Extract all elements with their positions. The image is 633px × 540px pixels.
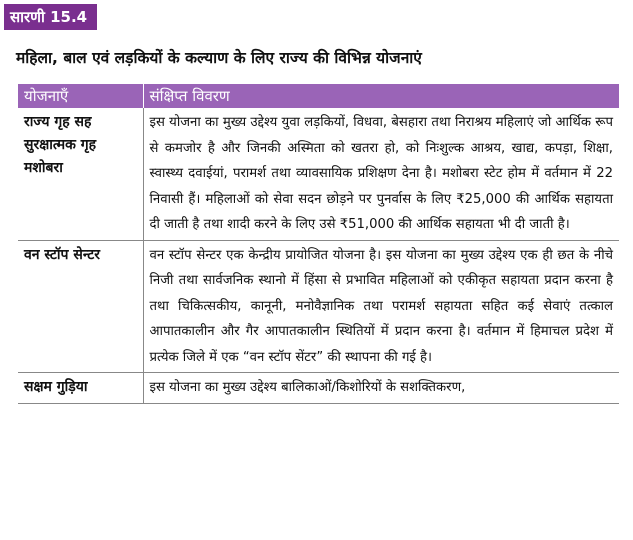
table-label-badge: सारणी 15.4 [4, 4, 97, 30]
scheme-description: वन स्टॉप सेन्टर एक केन्द्रीय प्रायोजित योजना है। इस योजना का मुख्य उद्देश्य एक ही छत के नीचे निजी तथा सार्वजनिक स्थानो में हिंसा से प्रभावित महिलाओं को एकीकृत सहायता प्रदान करना है तथा चिकित्सकीय, कानूनी, मनोवैज्ञानिक तथा परामर्श सहायता सहित कई सेवाएं तत्काल आपातकालीन और गैर आपातकालीन स्थितियों में प्रदान करना है। वर्तमान में हिमाचल प्रदेश में प्रत्येक जिले में एक “वन स्टॉप सेंटर” की स्थापना की गई है। [143, 240, 619, 373]
scheme-description: इस योजना का मुख्य उद्देश्य बालिकाओं/किशोरियों के सशक्तिकरण, [143, 373, 619, 404]
table-header-row [18, 84, 619, 108]
column-header-scheme: योजनाएँ [18, 84, 143, 108]
scheme-name: वन स्टॉप सेन्टर [18, 240, 143, 373]
table-row [18, 373, 619, 404]
table-row [18, 108, 619, 240]
scheme-name: राज्य गृह सह सुरक्षात्मक गृह मशोबरा [18, 108, 143, 240]
page-title: महिला, बाल एवं लड़कियों के कल्याण के लिए राज्य की विभिन्न योजनाएं [16, 49, 422, 67]
schemes-table [18, 84, 620, 404]
scheme-description: इस योजना का मुख्य उद्देश्य युवा लड़कियों, विधवा, बेसहारा तथा निराश्रय महिलाएं जो आर्थिक रूप से कमजोर है और जिनकी अस्मिता को खतरा हो, को निःशुल्क आश्रय, खाद्य, कपड़ा, शिक्षा, स्वास्थ्य दवाईयां, परामर्श तथा व्यावसायिक प्रशिक्षण देना है। मशोबरा स्टेट होम में वर्तमान में 22 निवासी हैं। महिलाओं को सेवा सदन छोड़ने पर पुनर्वास के लिए ₹25,000 की आर्थिक सहायता दी जाती है तथा शादी करने के लिए उसे ₹51,000 की आर्थिक सहायता भी दी जाती है। [143, 108, 619, 240]
table-row [18, 240, 619, 373]
scheme-name: सक्षम गुड़िया [18, 373, 143, 404]
column-header-description: संक्षिप्त विवरण [143, 84, 619, 108]
